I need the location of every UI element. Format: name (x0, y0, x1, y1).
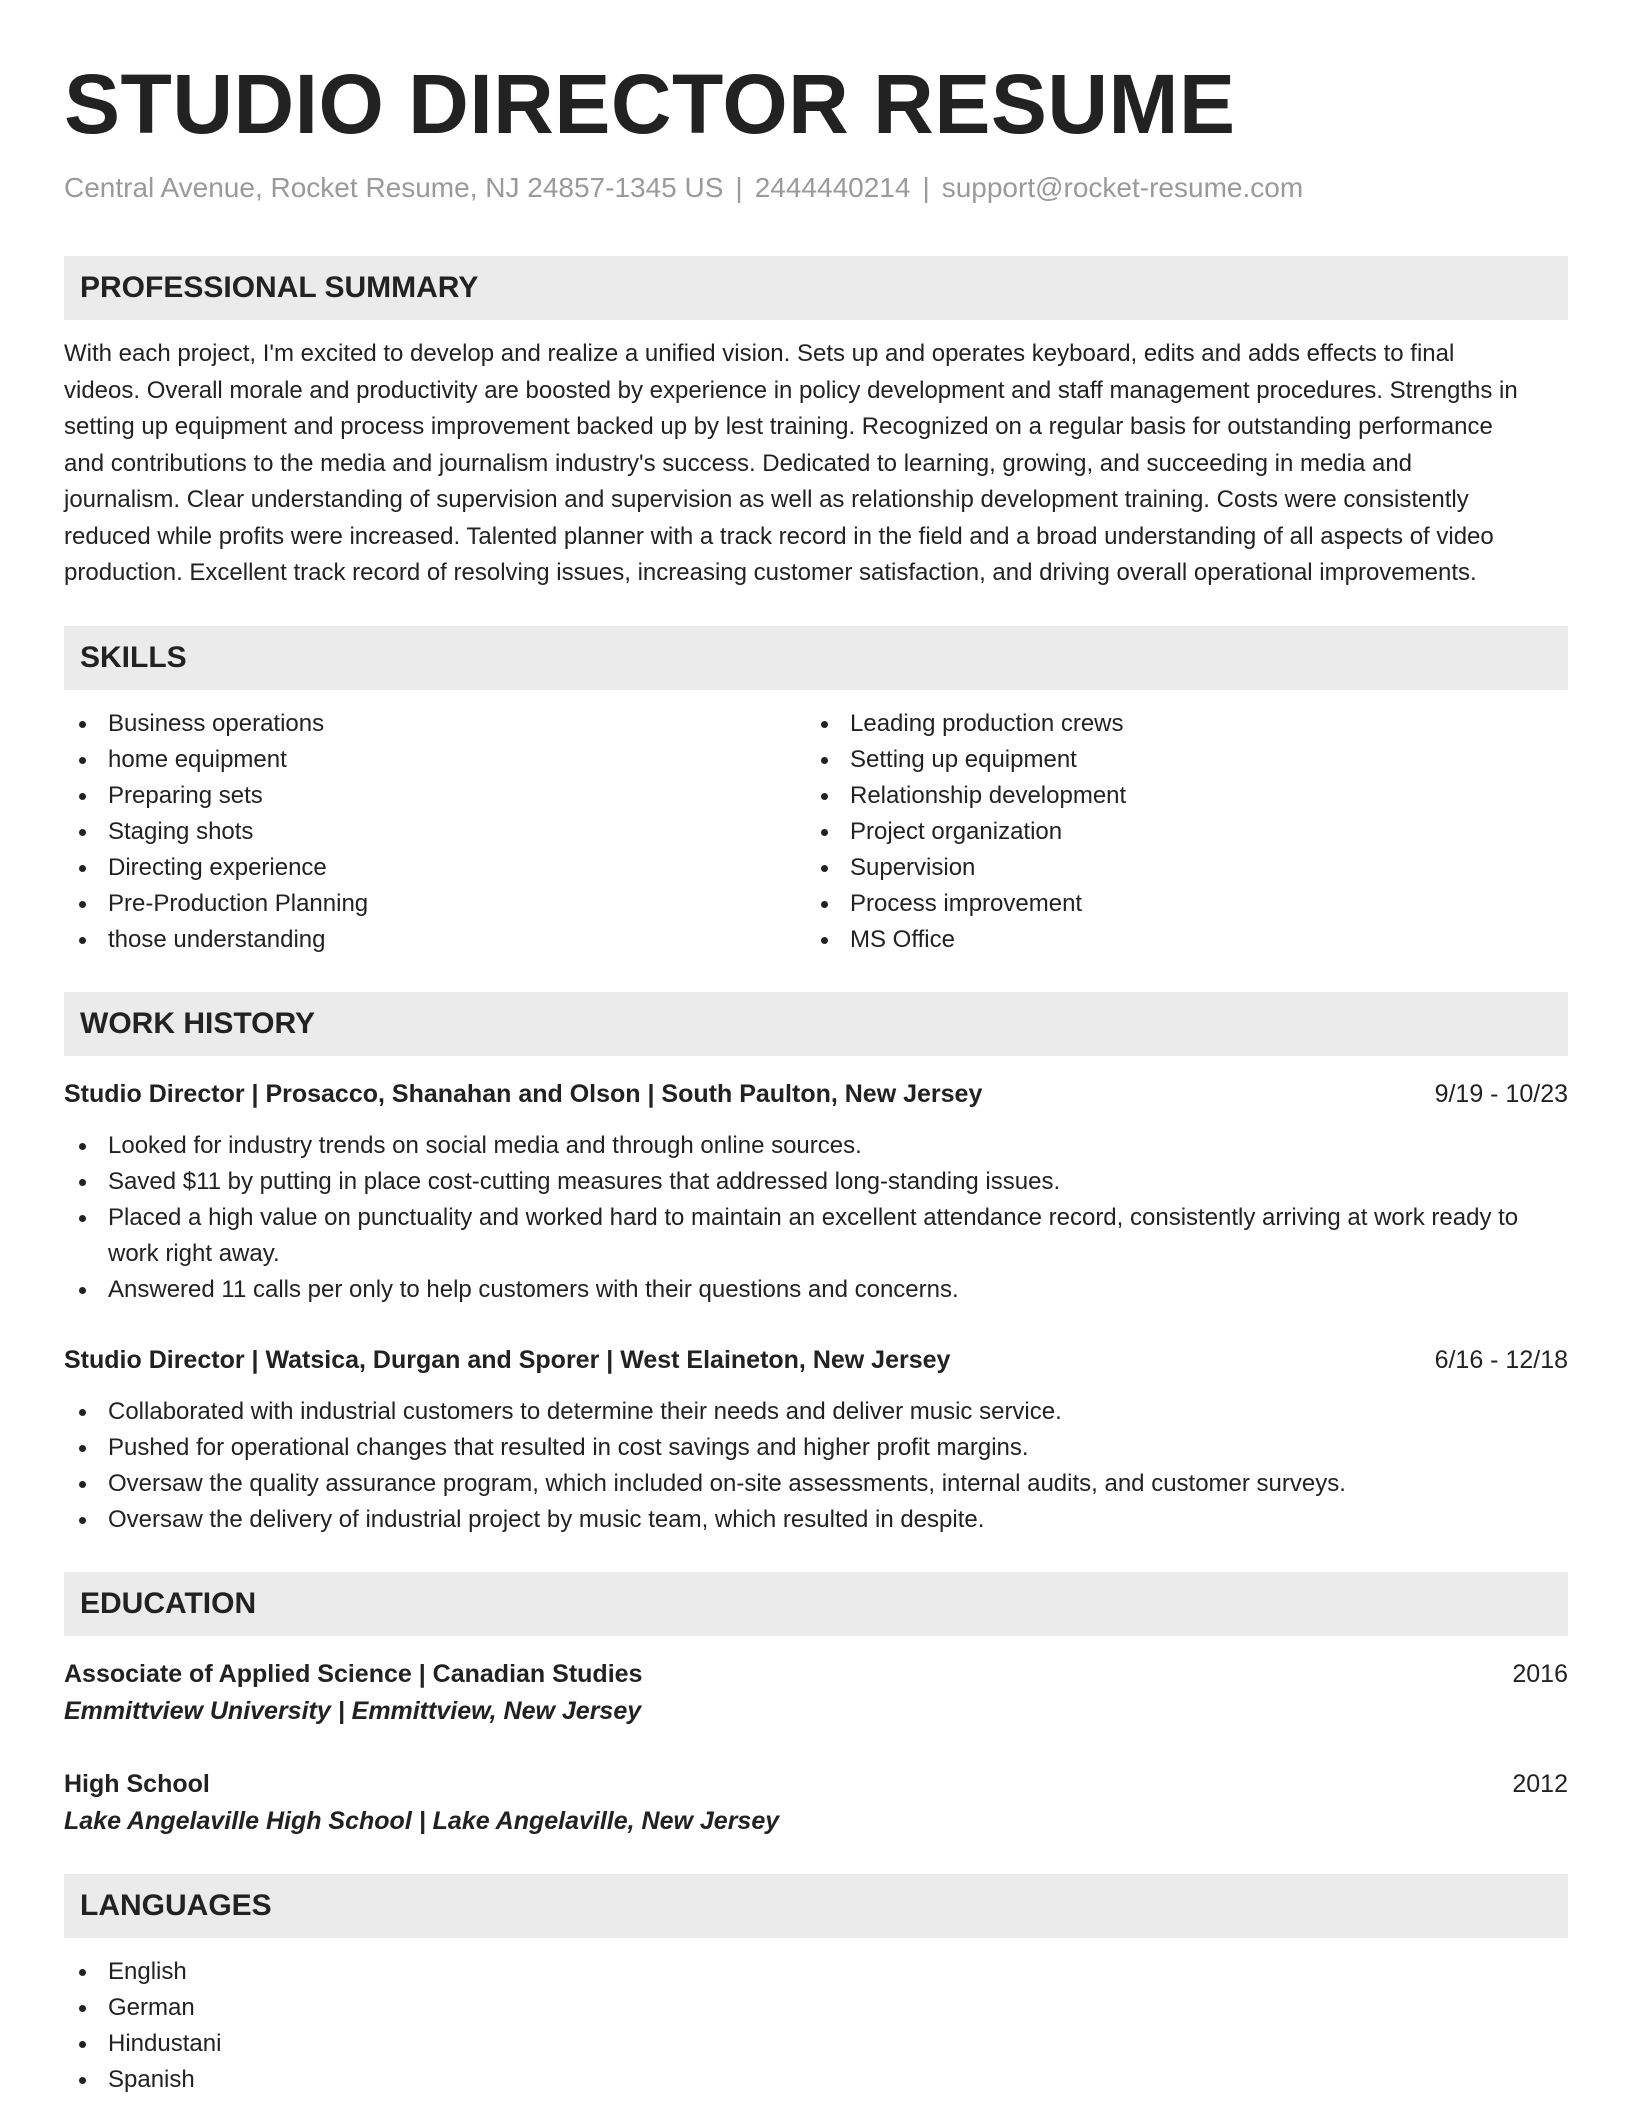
contact-separator: | (922, 172, 930, 203)
job-title: Studio Director | Watsica, Durgan and Sporer | West Elaineton, New Jersey (64, 1345, 951, 1374)
language-item: English (64, 1954, 1568, 1990)
skill-item: Process improvement (806, 886, 1548, 922)
job-bullet: Oversaw the delivery of industrial project by music team, which resulted in despite. (64, 1502, 1568, 1538)
job-entry (64, 1076, 1568, 1308)
education-header (64, 1656, 1568, 1692)
job-entry (64, 1342, 1568, 1538)
job-dates: 9/19 - 10/23 (1434, 1079, 1568, 1108)
job-bullet: Pushed for operational changes that resulted in cost savings and higher profit margins. (64, 1430, 1568, 1466)
education-header (64, 1766, 1568, 1802)
skill-item: Setting up equipment (806, 742, 1548, 778)
summary-line: With each project, I'm excited to develop and realize a unified vision. Sets up and operates keyboard, edits and adds effects to final (64, 340, 1455, 367)
summary-heading: PROFESSIONAL SUMMARY (64, 256, 1568, 320)
job-bullet: Collaborated with industrial customers to determine their needs and deliver music service. (64, 1394, 1568, 1430)
job-bullet: Placed a high value on punctuality and worked hard to maintain an excellent attendance record, consistently arriving at work ready to work right away. (64, 1200, 1568, 1272)
skill-item: Relationship development (806, 778, 1548, 814)
skill-item: Project organization (806, 814, 1548, 850)
education-year: 2012 (1512, 1769, 1568, 1798)
education-year: 2016 (1512, 1659, 1568, 1688)
languages-heading: LANGUAGES (64, 1874, 1568, 1938)
work-history-heading: WORK HISTORY (64, 992, 1568, 1056)
summary-line: and contributions to the media and journalism industry's success. Dedicated to learning, growing, and succeeding in media and (64, 449, 1413, 477)
language-item: German (64, 1990, 1568, 2026)
contact-phone: 2444440214 (754, 172, 911, 203)
skills-heading: SKILLS (64, 626, 1568, 690)
summary-line: setting up equipment and process improvement backed up by lest training. Recognized on a regular basis for outstanding performance (64, 413, 1493, 440)
contact-line (64, 170, 1568, 206)
skill-item: home equipment (64, 742, 806, 778)
job-bullet: Saved $11 by putting in place cost-cutting measures that addressed long-standing issues. (64, 1164, 1568, 1200)
contact-address: Central Avenue, Rocket Resume, NJ 24857-1345 US (64, 172, 724, 203)
job-bullet: Looked for industry trends on social media and through online sources. (64, 1128, 1568, 1164)
contact-separator: | (735, 172, 743, 203)
skill-item: Leading production crews (806, 706, 1548, 742)
skills-grid (64, 706, 1568, 958)
skills-right-list (806, 706, 1548, 958)
job-header (64, 1076, 1568, 1112)
job-header (64, 1342, 1568, 1378)
job-bullet: Answered 11 calls per only to help customers with their questions and concerns. (64, 1272, 1568, 1308)
skill-item: MS Office (806, 922, 1548, 958)
job-title: Studio Director | Prosacco, Shanahan and Olson | South Paulton, New Jersey (64, 1079, 983, 1108)
skill-item: Staging shots (64, 814, 806, 850)
education-heading: EDUCATION (64, 1572, 1568, 1636)
job-bullets (64, 1394, 1568, 1538)
education-degree: High School (64, 1769, 210, 1798)
resume-title: STUDIO DIRECTOR RESUME (64, 57, 1236, 151)
summary-line: journalism. Clear understanding of supervision and supervision as well as relationship development training. Costs were consistently (64, 486, 1469, 513)
summary-line: videos. Overall morale and productivity are boosted by experience in policy development and staff management procedures. Strengths in (64, 376, 1518, 404)
summary-line: reduced while profits were increased. Talented planner with a track record in the field and a broad understanding of all aspects of video (64, 522, 1494, 550)
language-item: Spanish (64, 2062, 1568, 2098)
education-entry (64, 1656, 1568, 1730)
language-item: Hindustani (64, 2026, 1568, 2062)
summary-text (64, 336, 1568, 592)
education-degree: Associate of Applied Science | Canadian Studies (64, 1659, 643, 1688)
job-bullet: Oversaw the quality assurance program, which included on-site assessments, internal audits, and customer surveys. (64, 1466, 1568, 1502)
job-bullets (64, 1128, 1568, 1308)
skill-item: those understanding (64, 922, 806, 958)
contact-email: support@rocket-resume.com (941, 172, 1304, 203)
education-school: Emmittview University | Emmittview, New Jersey (64, 1696, 642, 1725)
education-entry (64, 1766, 1568, 1840)
skill-item: Directing experience (64, 850, 806, 886)
summary-line: production. Excellent track record of resolving issues, increasing customer satisfaction, and driving overall operational improvements. (64, 559, 1477, 586)
education-school: Lake Angelaville High School | Lake Angelaville, New Jersey (64, 1806, 780, 1835)
skill-item: Pre-Production Planning (64, 886, 806, 922)
skills-left-list (64, 706, 806, 958)
skill-item: Supervision (806, 850, 1548, 886)
skill-item: Business operations (64, 706, 806, 742)
job-dates: 6/16 - 12/18 (1434, 1345, 1568, 1374)
skill-item: Preparing sets (64, 778, 806, 814)
languages-list (64, 1954, 1568, 2098)
